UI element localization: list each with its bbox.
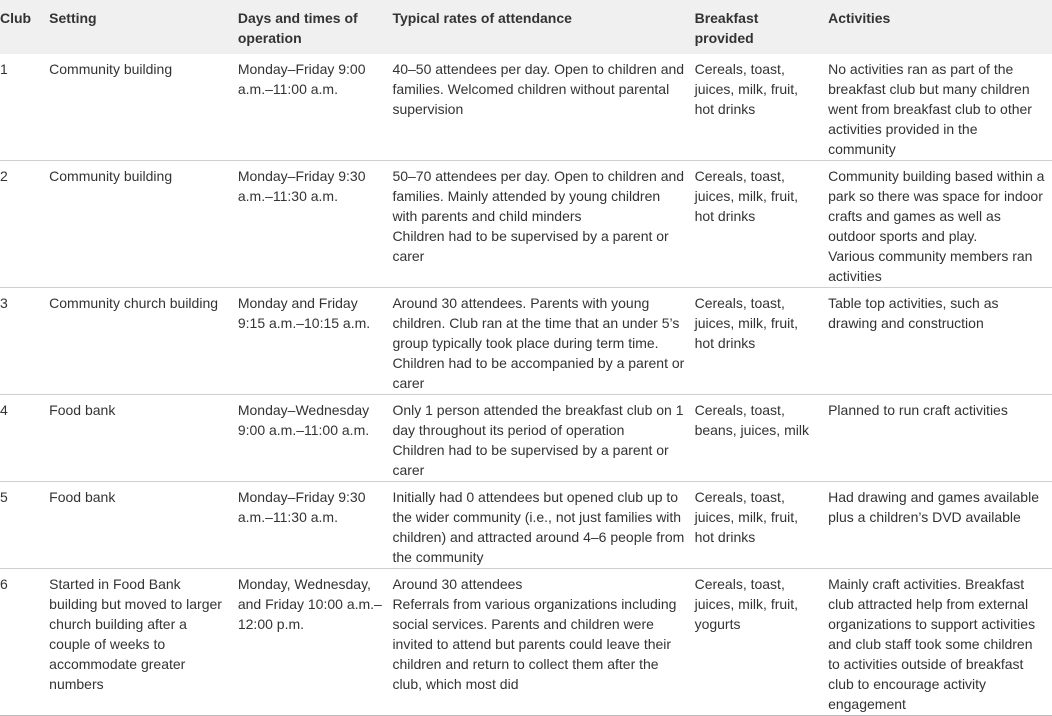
table-row [0, 569, 1052, 716]
cell-attendance-rates: Around 30 attendees Referrals from various organizations including social services. Parents and children were invited to attend but parents could leave their children and return to collect them after the club, which most did [388, 569, 690, 716]
table-row [0, 395, 1052, 482]
cell-breakfast-provided: Cereals, toast, juices, milk, fruit, hot drinks [691, 54, 825, 161]
cell-club: 6 [0, 569, 45, 716]
table-header [0, 0, 1052, 54]
cell-club: 4 [0, 395, 45, 482]
cell-club: 1 [0, 54, 45, 161]
cell-attendance-rates: Only 1 person attended the breakfast club on 1 day throughout its period of operation Children had to be supervised by a parent or carer [388, 395, 690, 482]
header-breakfast-provided: Breakfast provided [691, 0, 825, 54]
cell-breakfast-provided: Cereals, toast, juices, milk, fruit, yogurts [691, 569, 825, 716]
cell-activities: Planned to run craft activities [824, 395, 1052, 482]
header-setting: Setting [45, 0, 234, 54]
cell-days-times: Monday, Wednesday, and Friday 10:00 a.m.–12:00 p.m. [234, 569, 389, 716]
cell-attendance-rates: 50–70 attendees per day. Open to children and families. Mainly attended by young children with parents and child minders Children had to be supervised by a parent or carer [388, 161, 690, 288]
cell-days-times: Monday–Wednesday 9:00 a.m.–11:00 a.m. [234, 395, 389, 482]
cell-setting: Started in Food Bank building but moved to larger church building after a couple of weeks to accommodate greater numbers [45, 569, 234, 716]
header-club: Club [0, 0, 45, 54]
cell-attendance-rates: Initially had 0 attendees but opened club up to the wider community (i.e., not just families with children) and attracted around 4–6 people from the community [388, 482, 690, 569]
cell-activities: Table top activities, such as drawing and construction [824, 288, 1052, 395]
cell-club: 5 [0, 482, 45, 569]
cell-activities: No activities ran as part of the breakfast club but many children went from breakfast club to other activities provided in the community [824, 54, 1052, 161]
header-attendance-rates: Typical rates of attendance [388, 0, 690, 54]
cell-breakfast-provided: Cereals, toast, beans, juices, milk [691, 395, 825, 482]
cell-days-times: Monday and Friday 9:15 a.m.–10:15 a.m. [234, 288, 389, 395]
cell-setting: Community church building [45, 288, 234, 395]
cell-attendance-rates: 40–50 attendees per day. Open to children and families. Welcomed children without parental supervision [388, 54, 690, 161]
cell-days-times: Monday–Friday 9:30 a.m.–11:30 a.m. [234, 161, 389, 288]
cell-activities: Had drawing and games available plus a children’s DVD available [824, 482, 1052, 569]
cell-breakfast-provided: Cereals, toast, juices, milk, fruit, hot drinks [691, 482, 825, 569]
cell-days-times: Monday–Friday 9:00 a.m.–11:00 a.m. [234, 54, 389, 161]
cell-club: 3 [0, 288, 45, 395]
cell-breakfast-provided: Cereals, toast, juices, milk, fruit, hot drinks [691, 288, 825, 395]
table-row [0, 482, 1052, 569]
cell-club: 2 [0, 161, 45, 288]
table-row [0, 54, 1052, 161]
cell-setting: Food bank [45, 482, 234, 569]
cell-breakfast-provided: Cereals, toast, juices, milk, fruit, hot drinks [691, 161, 825, 288]
cell-attendance-rates: Around 30 attendees. Parents with young children. Club ran at the time that an under 5’s group typically took place during term time. Children had to be accompanied by a parent or carer [388, 288, 690, 395]
cell-activities: Mainly craft activities. Breakfast club attracted help from external organizations to support activities and club staff took some children to activities outside of breakfast club to encourage activity engagement [824, 569, 1052, 716]
cell-days-times: Monday–Friday 9:30 a.m.–11:30 a.m. [234, 482, 389, 569]
cell-activities: Community building based within a park so there was space for indoor crafts and games as well as outdoor sports and play. Various community members ran activities [824, 161, 1052, 288]
table-row [0, 288, 1052, 395]
table-body [0, 54, 1052, 716]
header-row [0, 0, 1052, 54]
cell-setting: Food bank [45, 395, 234, 482]
cell-setting: Community building [45, 54, 234, 161]
header-activities: Activities [824, 0, 1052, 54]
cell-setting: Community building [45, 161, 234, 288]
header-days-times: Days and times of operation [234, 0, 389, 54]
table-row [0, 161, 1052, 288]
